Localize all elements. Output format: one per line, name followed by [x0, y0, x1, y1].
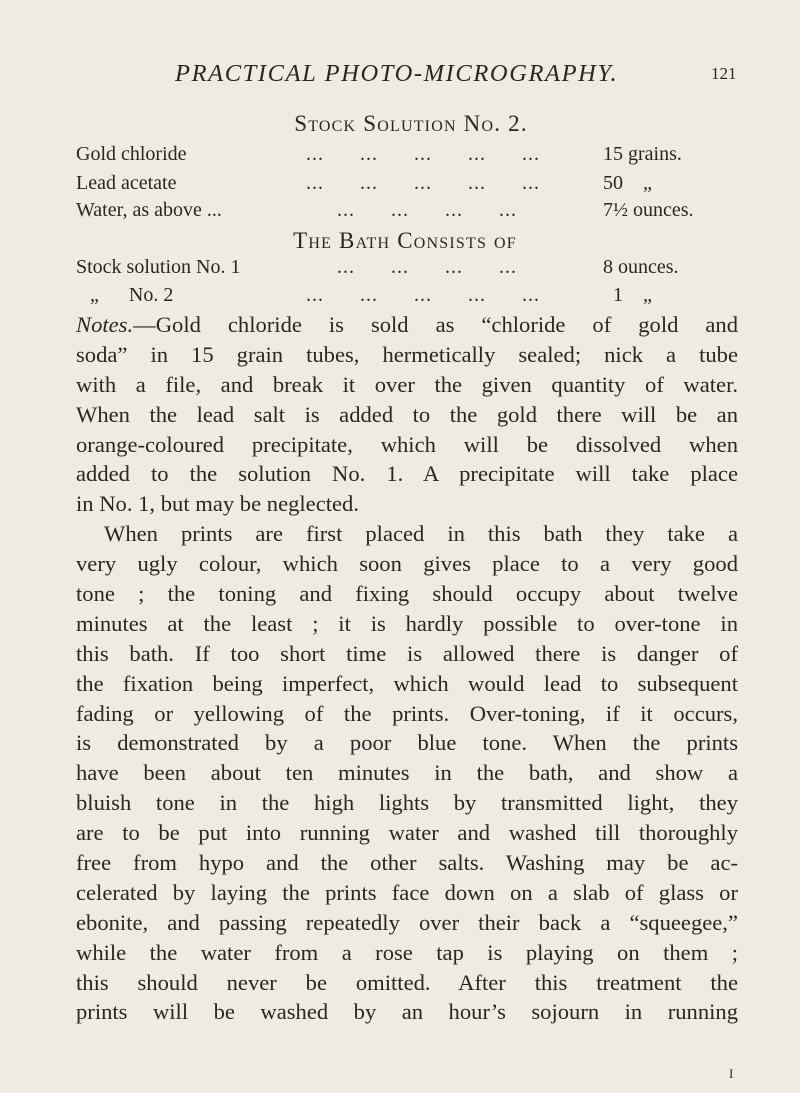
ingredient-name: „ No. 2: [90, 284, 174, 306]
text-line: ebonite, and passing repeatedly over their back a “squeegee,”: [76, 909, 738, 935]
text-line: with a file, and break it over the given quantity of water.: [76, 371, 738, 397]
text-line: orange-coloured precipitate, which will be dissolved when: [76, 431, 738, 457]
text-line: have been about ten minutes in the bath, and show a: [76, 760, 738, 786]
text-line: celerated by laying the prints face down on a slab of glass or: [76, 879, 738, 905]
text-line: When the lead salt is added to the gold there will be an: [76, 401, 738, 427]
text-line: the fixation being imperfect, which would lead to subsequent: [76, 670, 738, 696]
text-line: bluish tone in the high lights by transmitted light, they: [76, 790, 738, 816]
text-line: are to be put into running water and washed till thoroughly: [76, 820, 738, 846]
text-line: this should never be omitted. After this treatment the: [76, 969, 738, 995]
leader-dots: ... ... ... ... ...: [306, 143, 540, 165]
ingredient-quantity: 50 „: [603, 172, 652, 194]
text-line: in No. 1, but may be neglected.: [76, 491, 359, 517]
ingredient-quantity: 8 ounces.: [603, 256, 679, 278]
recipe-row: [0, 143, 800, 169]
running-head: [0, 60, 800, 90]
ingredient-quantity: 15 grains.: [603, 143, 682, 165]
leader-dots: ... ... ... ...: [337, 256, 517, 278]
leader-dots: ... ... ... ... ...: [306, 172, 540, 194]
recipe-row: [0, 256, 800, 282]
recipe-row: [0, 172, 800, 198]
notes-label: Notes.: [76, 312, 134, 337]
ingredient-quantity: 7½ ounces.: [603, 199, 694, 221]
recipe-row: [0, 284, 800, 310]
text-line: is demonstrated by a poor blue tone. When the prints: [76, 730, 738, 756]
signature-mark: I: [729, 1066, 734, 1081]
text-line: prints will be washed by an hour’s sojourn in running: [76, 999, 738, 1025]
text-line: Notes.—Gold chloride is sold as “chloride of gold and: [76, 312, 738, 337]
ingredient-name: Water, as above ...: [76, 199, 222, 221]
leader-dots: ... ... ... ... ...: [306, 284, 540, 306]
running-head-title: PRACTICAL PHOTO-MICROGRAPHY.: [175, 60, 619, 87]
leader-dots: ... ... ... ...: [337, 199, 517, 221]
text-line: soda” in 15 grain tubes, hermetically sealed; nick a tube: [76, 341, 738, 367]
notes-paragraphs: [76, 310, 738, 1027]
text-line: tone ; the toning and fixing should occupy about twelve: [76, 581, 738, 607]
text-line: added to the solution No. 1. A precipitate will take place: [76, 461, 738, 487]
text-line: minutes at the least ; it is hardly possible to over-tone in: [76, 610, 738, 636]
bath-heading: The Bath Consists of: [293, 228, 517, 253]
ingredient-name: Stock solution No. 1: [76, 256, 241, 278]
text-line: When prints are first placed in this bath they take a: [104, 521, 738, 547]
ingredient-quantity: 1 „: [613, 284, 652, 306]
page-number: 121: [711, 64, 737, 83]
recipe-row: [0, 199, 800, 225]
text-line: while the water from a rose tap is playing on them ;: [76, 939, 738, 965]
ingredient-name: Gold chloride: [76, 143, 187, 165]
text-line: very ugly colour, which soon gives place to a very good: [76, 551, 738, 577]
stock-solution-heading: Stock Solution No. 2.: [294, 111, 528, 136]
text-line: this bath. If too short time is allowed there is danger of: [76, 640, 738, 666]
ingredient-name: Lead acetate: [76, 172, 177, 194]
text-line: fading or yellowing of the prints. Over-toning, if it occurs,: [76, 700, 738, 726]
text-line: free from hypo and the other salts. Washing may be ac-: [76, 850, 738, 876]
